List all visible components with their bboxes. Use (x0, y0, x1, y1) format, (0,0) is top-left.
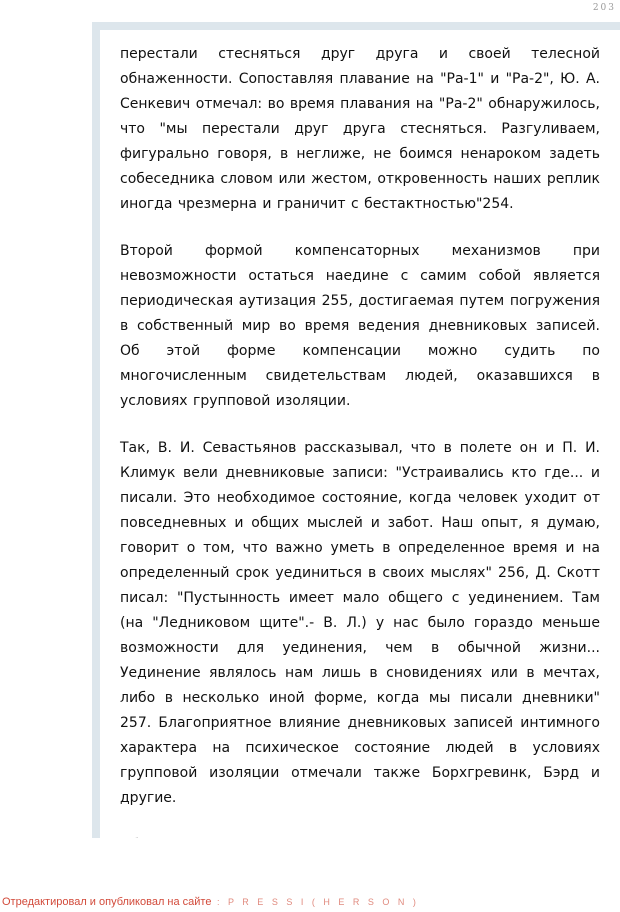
footer-credit (2, 896, 419, 908)
paragraph-3: Так, В. И. Севастьянов рассказывал, что в полете он и П. И. Климук вели дневниковые записи: "Устраивались кто где... и писали. Это необходимое состояние, когда человек уходит от повседневных и общих мыслей и забот. Наш опыт, я думаю, говорит о том, что важно уметь в определенное время и на определенный срок уединиться в своих мыслях" 256, Д. Скотт писал: "Пустынность имеет мало общего с уединением. Там (на "Ледниковом щите".- В. Л.) у нас было гораздо меньше возможности для уединения, чем в обычной жизни... Уединение являлось нам лишь в сновидениях или в мечтах, либо в несколько иной форме, когда мы писали дневники" 257. Благоприятное влияние дневниковых записей интимного характера на психическое состояние людей в условиях групповой изоляции отмечали также Борхгревинк, Бэрд и другие. (120, 440, 600, 806)
page-number: 203 (592, 3, 616, 13)
paragraph-4 (120, 833, 600, 838)
footer-credit-text: Отредактировал и опубликовал на сайте (2, 896, 212, 908)
paragraph-2: Второй формой компенсаторных механизмов при невозможности остаться наедине с самим собой является периодическая аутизация 255, достигаемая путем погружения в собственный мир во время ведения дневниковых записей. Об этой форме компенсации можно судить по многочисленным свидетельствам людей, оказавшихся в условиях групповой изоляции. (120, 243, 600, 409)
text-panel (100, 30, 620, 838)
paragraph-1: перестали стесняться друг друга и своей телесной обнаженности. Сопоставляя плавание на "Ра-1" и "Ра-2", Ю. А. Сенкевич отмечал: во время плавания на "Ра-2" обнаружилось, что "мы перестали друг друга стесняться. Разгуливаем, фигурально говоря, в неглиже, не боимся ненароком задеть собеседника словом или жестом, откровенность наших реплик иногда чрезмерна и граничит с бестактностью"254. (120, 46, 600, 212)
footer-site-link[interactable]: : P R E S S I ( H E R S O N ) (211, 897, 419, 907)
text-frame (92, 22, 620, 838)
